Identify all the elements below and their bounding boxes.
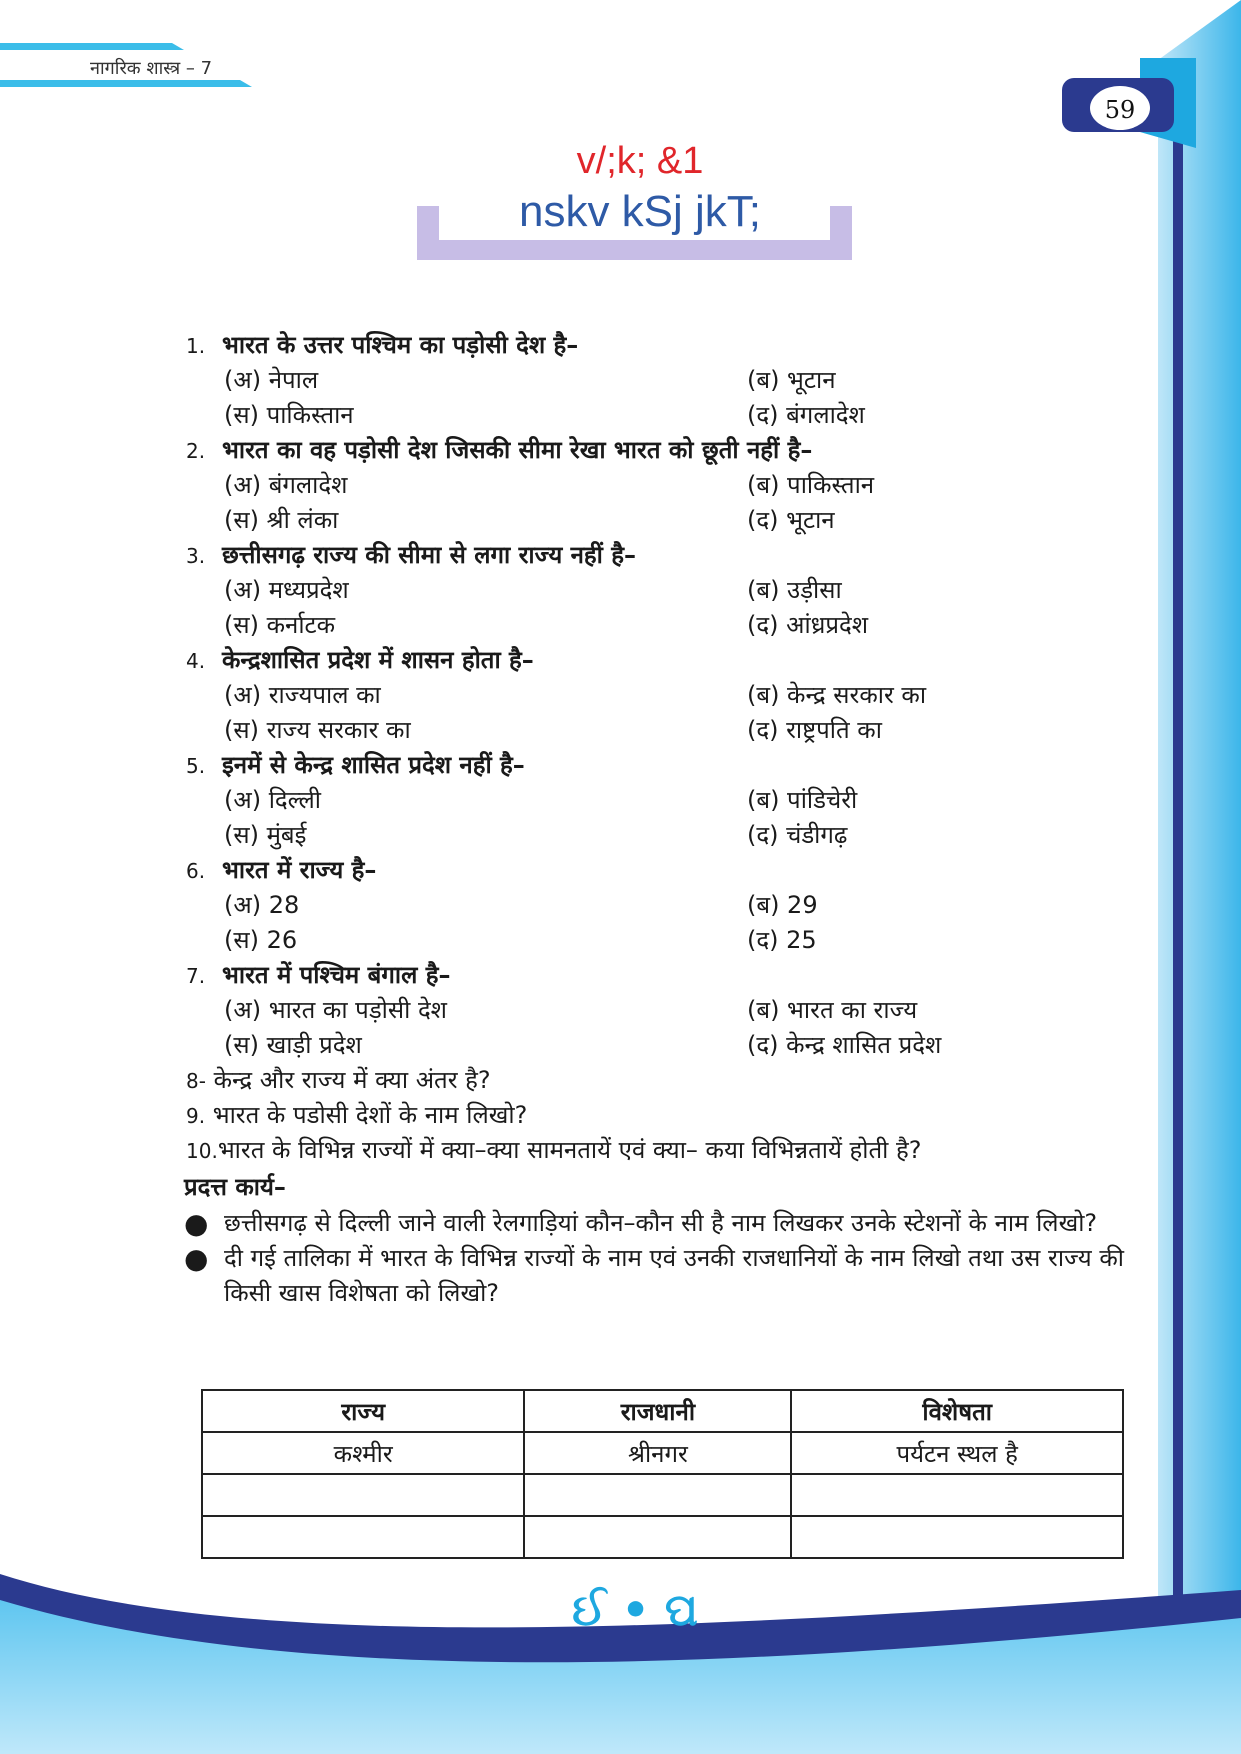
option: (ब) उड़ीसा — [747, 576, 842, 604]
option: (द) चंडीगढ़ — [747, 821, 848, 849]
table-cell — [202, 1516, 524, 1558]
question-number: 10. — [186, 1139, 218, 1163]
question-text: भारत के पडोसी देशों के नाम लिखो? — [205, 1101, 528, 1129]
table-cell: श्रीनगर — [524, 1432, 791, 1474]
question-number: 1. — [186, 334, 206, 358]
option: (द) केन्द्र शासित प्रदेश — [747, 1031, 942, 1059]
short-question-10 — [186, 1133, 1126, 1168]
footer-logo: ઈ • ପ — [572, 1585, 698, 1636]
option: (अ) मध्यप्रदेश — [224, 576, 349, 604]
question-3-options — [186, 573, 1126, 643]
question-text: भारत का वह पड़ोसी देश जिसकी सीमा रेखा भारत को छूती नहीं है– — [222, 436, 813, 464]
option: (स) कर्नाटक — [224, 611, 336, 639]
table-cell: पर्यटन स्थल है — [791, 1432, 1123, 1474]
question-text: केन्द्रशासित प्रदेश में शासन होता है– — [222, 646, 534, 674]
table-cell: कश्मीर — [202, 1432, 524, 1474]
short-question-8 — [186, 1063, 1126, 1098]
short-question-9 — [186, 1098, 1126, 1133]
option: (अ) भारत का पड़ोसी देश — [224, 996, 448, 1024]
option: (द) राष्ट्रपति का — [747, 716, 882, 744]
question-number: 7. — [186, 964, 206, 988]
option: (स) पाकिस्तान — [224, 401, 354, 429]
option: (ब) पाकिस्तान — [747, 471, 875, 499]
table-header-row — [202, 1390, 1123, 1432]
question-5 — [186, 748, 1126, 783]
assignment-item-1 — [184, 1206, 1126, 1241]
option: (द) भूटान — [747, 506, 835, 534]
question-5-options — [186, 783, 1126, 853]
question-6 — [186, 853, 1126, 888]
option: (ब) 29 — [747, 891, 818, 919]
option: (द) आंध्रप्रदेश — [747, 611, 869, 639]
assignment-text: दी गई तालिका में भारत के विभिन्न राज्यों के नाम एवं उनकी राजधानियों के नाम लिखो तथा उस राज्य की किसी खास विशेषता को लिखो? — [224, 1244, 1124, 1307]
table-cell — [202, 1474, 524, 1516]
option: (अ) राज्यपाल का — [224, 681, 381, 709]
table-header-state: राज्य — [202, 1390, 524, 1432]
question-2 — [186, 433, 1126, 468]
table-cell — [791, 1474, 1123, 1516]
question-number: 8- — [186, 1069, 206, 1093]
question-7-options — [186, 993, 1126, 1063]
table-cell — [791, 1516, 1123, 1558]
table-row — [202, 1474, 1123, 1516]
question-number: 5. — [186, 754, 206, 778]
option: (द) बंगलादेश — [747, 401, 865, 429]
question-section — [186, 328, 1126, 1311]
option: (अ) दिल्ली — [224, 786, 321, 814]
option: (स) खाड़ी प्रदेश — [224, 1031, 362, 1059]
question-4-options — [186, 678, 1126, 748]
question-number: 4. — [186, 649, 206, 673]
header-stripe-bottom — [0, 80, 252, 87]
assignment-title: प्रदत्त कार्य– — [184, 1173, 286, 1201]
question-number: 6. — [186, 859, 206, 883]
assignment-text: छत्तीसगढ़ से दिल्ली जाने वाली रेलगाड़ियां कौन–कौन सी है नाम लिखकर उनके स्टेशनों के नाम लिखो? — [224, 1209, 1098, 1237]
option: (ब) केन्द्र सरकार का — [747, 681, 927, 709]
table-cell — [524, 1474, 791, 1516]
question-text: भारत में पश्चिम बंगाल है– — [222, 961, 451, 989]
question-text: भारत के विभिन्न राज्यों में क्या–क्या सामनतायें एवं क्या– कया विभिन्नतायें होती है? — [217, 1136, 922, 1164]
question-number: 3. — [186, 544, 206, 568]
question-1 — [186, 328, 1126, 363]
chapter-label: v/;k; &1 — [576, 140, 704, 182]
option: (स) राज्य सरकार का — [224, 716, 411, 744]
option: (ब) भूटान — [747, 366, 836, 394]
states-table — [201, 1389, 1124, 1559]
question-1-options — [186, 363, 1126, 433]
header-stripe-top — [0, 43, 184, 50]
assignment-item-2 — [184, 1241, 1126, 1311]
question-text: भारत के उत्तर पश्चिम का पड़ोसी देश है– — [222, 331, 579, 359]
option: (ब) भारत का राज्य — [747, 996, 918, 1024]
bullet-icon: ● — [184, 1207, 209, 1240]
question-text: भारत में राज्य है– — [222, 856, 377, 884]
option: (अ) बंगलादेश — [224, 471, 348, 499]
bullet-icon: ● — [184, 1242, 209, 1275]
table-row — [202, 1516, 1123, 1558]
option: (अ) 28 — [224, 891, 300, 919]
question-text: छत्तीसगढ़ राज्य की सीमा से लगा राज्य नहीं है– — [222, 541, 636, 569]
chapter-title: nskv kSj jkT; — [518, 187, 762, 236]
table-header-capital: राजधानी — [524, 1390, 791, 1432]
question-text: इनमें से केन्द्र शासित प्रदेश नहीं है– — [222, 751, 525, 779]
question-number: 2. — [186, 439, 206, 463]
option: (स) 26 — [224, 926, 298, 954]
option: (अ) नेपाल — [224, 366, 319, 394]
book-title: नागरिक शास्त्र – 7 — [90, 58, 213, 79]
question-4 — [186, 643, 1126, 678]
page-number: 59 — [1104, 96, 1136, 124]
table-row — [202, 1432, 1123, 1474]
right-side-band — [1158, 0, 1241, 1754]
table-cell — [524, 1516, 791, 1558]
question-text: केन्द्र और राज्य में क्या अंतर है? — [205, 1066, 491, 1094]
question-2-options — [186, 468, 1126, 538]
option: (स) मुंबई — [224, 821, 307, 849]
right-vertical-bar — [1173, 58, 1183, 1618]
question-7 — [186, 958, 1126, 993]
table-header-feature: विशेषता — [791, 1390, 1123, 1432]
question-3 — [186, 538, 1126, 573]
option: (स) श्री लंका — [224, 506, 339, 534]
option: (ब) पांडिचेरी — [747, 786, 858, 814]
question-number: 9. — [186, 1104, 206, 1128]
question-6-options — [186, 888, 1126, 958]
option: (द) 25 — [747, 926, 817, 954]
